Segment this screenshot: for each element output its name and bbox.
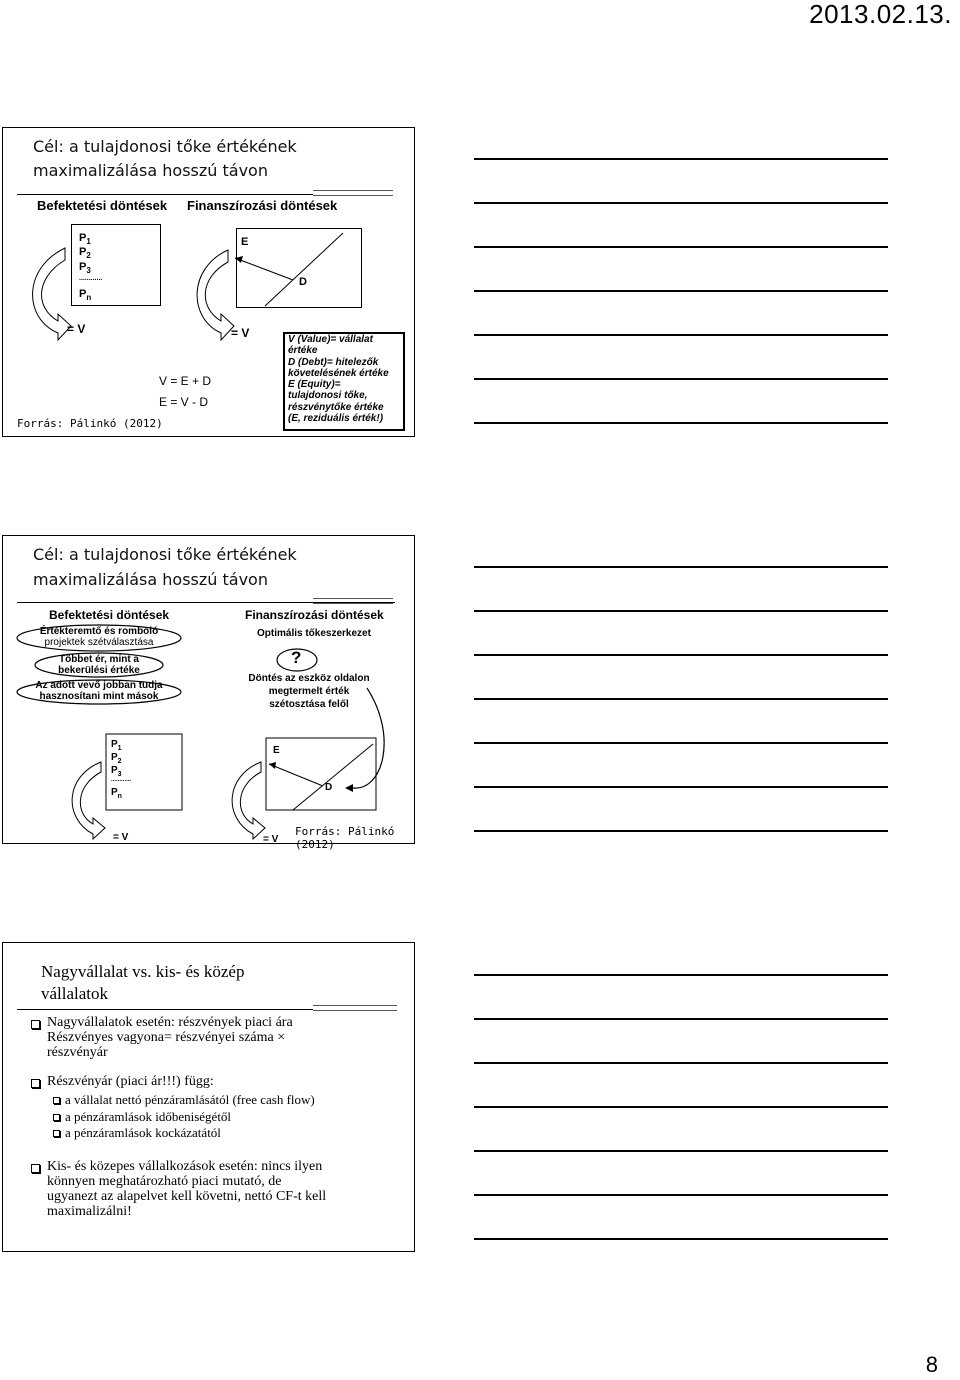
note-line (474, 654, 888, 656)
slide-title-line2: maximalizálása hosszú távon (33, 161, 268, 180)
note-line (474, 1194, 888, 1196)
slide-title-line1: Cél: a tulajdonosi tőke értékének (33, 137, 297, 156)
source-note: Forrás: Pálinkó (2012) (295, 825, 395, 851)
value-item-3: Az adott vevő jobban tudja hasznosítani mint mások (35, 680, 163, 702)
project-pn: $P_n$ (79, 288, 92, 303)
note-line (474, 158, 888, 160)
formula-1: V = E + D (159, 374, 212, 388)
note-line (474, 290, 888, 292)
slide-1 (2, 127, 415, 437)
page-number: 8 (925, 1352, 938, 1377)
value-item-1: Értékteremtő és romboló projektek szétválasztása (39, 626, 159, 648)
bullet-3-text: Kis- és közepes vállalkozások esetén: nincs ilyen könnyen meghatározható piaci mutató, de ugyanezt az alapelvet kell követni, nettó CF-t kell maximalizálni! (47, 1159, 327, 1219)
project-p2: $P_2$ (111, 752, 122, 765)
project-pn: $P_n$ (111, 787, 122, 800)
slide-3 (2, 942, 415, 1252)
title-rule (17, 1009, 313, 1010)
slide-title-line1: Cél: a tulajdonosi tőke értékének (33, 545, 297, 564)
formula-2: E = V - D (159, 395, 209, 409)
eq-left: = V (67, 322, 86, 336)
note-line (474, 786, 888, 788)
optimal-structure: Optimális tőkeszerkezet (257, 628, 371, 639)
eq-mid: = V (231, 326, 250, 340)
project-p3: $P_3$ (79, 261, 91, 276)
note-line (474, 566, 888, 568)
sub-bullet-icon (53, 1114, 60, 1121)
project-p2: $P_2$ (79, 246, 91, 261)
value-item-2: Többet ér, mint a bekerülési értéke (58, 654, 140, 676)
label-d: D (325, 782, 333, 793)
eq-left: = V (113, 832, 129, 843)
note-line (474, 610, 888, 612)
note-line (474, 1238, 888, 1240)
bullet-icon (31, 1164, 40, 1173)
note-line (474, 1150, 888, 1152)
slide-title-line2: maximalizálása hosszú távon (33, 570, 268, 589)
note-line (474, 334, 888, 336)
col-left-heading: Befektetési döntések (37, 198, 168, 213)
bullet-icon (31, 1020, 40, 1029)
note-line (474, 698, 888, 700)
note-line (474, 378, 888, 380)
eq-mid: = V (263, 834, 279, 845)
sub-bullet-3: a pénzáramlások kockázatától (65, 1125, 221, 1140)
project-dots: ............ (111, 777, 132, 783)
project-p3: $P_3$ (111, 765, 122, 778)
definition-text: V (Value)= vállalat értéke D (Debt)= hitelezők követelésének értéke E (Equity)= tulajdonosi tőke, részvénytőke értéke (E, reziduális érték!) (288, 334, 389, 425)
note-line (474, 202, 888, 204)
project-p1: $P_1$ (79, 232, 91, 247)
question-mark: ? (291, 648, 302, 667)
note-line (474, 742, 888, 744)
project-dots: ............ (79, 275, 103, 282)
sub-bullet-2: a pénzáramlások időbeniségétől (65, 1109, 232, 1124)
page-date: 2013.02.13. (809, 0, 952, 29)
slide-title-line2: vállalatok (41, 984, 109, 1003)
label-e: E (273, 745, 280, 756)
note-line (474, 246, 888, 248)
note-line (474, 422, 888, 424)
label-e: E (241, 236, 249, 248)
note-line (474, 974, 888, 976)
sub-bullet-icon (53, 1097, 60, 1104)
bullet-2-text: Részvényár (piaci ár!!!) függ: (47, 1074, 214, 1089)
source-note: Forrás: Pálinkó (2012) (17, 417, 163, 430)
slide-2 (2, 535, 415, 851)
slide-title-line1: Nagyvállalat vs. kis- és közép (41, 962, 245, 981)
note-line (474, 1062, 888, 1064)
sub-bullet-1: a vállalat nettó pénzáramlásától (free cash flow) (65, 1092, 315, 1107)
col-right-heading: Finanszírozási döntések (187, 198, 338, 213)
title-decoration (313, 1005, 397, 1011)
note-line (474, 830, 888, 832)
bullet-1-text: Nagyvállalatok esetén: részvények piaci ára Részvényes vagyona= részvényei száma × részvényár (47, 1015, 293, 1060)
bullet-icon (31, 1079, 40, 1088)
col-right-heading: Finanszírozási döntések (245, 608, 384, 622)
sub-bullet-icon (53, 1130, 60, 1137)
col-left-heading: Befektetési döntések (49, 608, 170, 622)
label-d: D (299, 276, 307, 288)
decision-text: Döntés az eszköz oldalon megtermelt érték szétosztása felől (248, 673, 370, 710)
note-line (474, 1018, 888, 1020)
project-p1: $P_1$ (111, 739, 122, 752)
note-line (474, 1106, 888, 1108)
